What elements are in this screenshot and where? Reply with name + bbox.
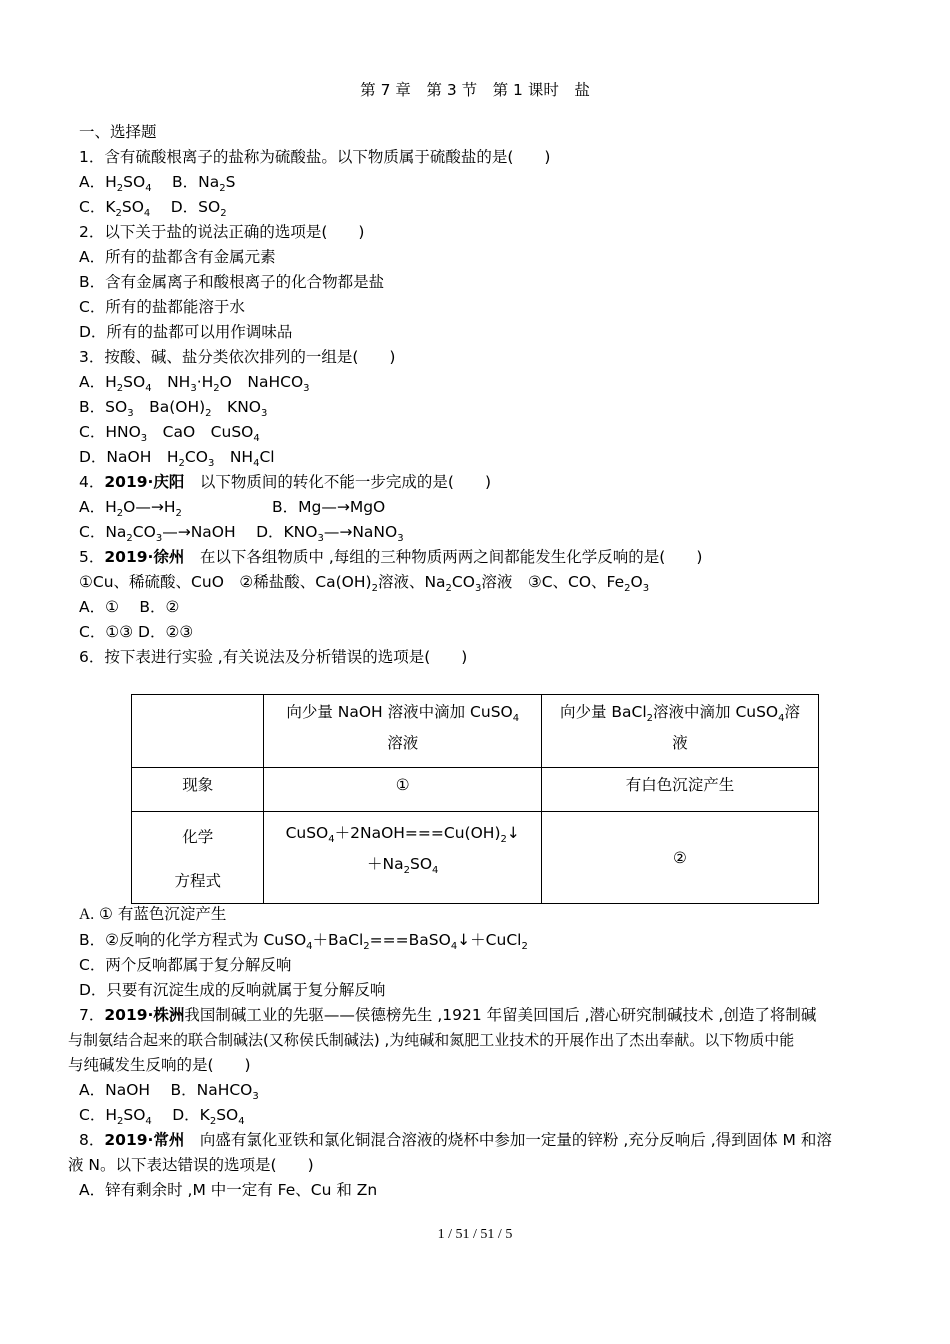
q8-option-a: A．锌有剩余时 ,M 中一定有 Fe、Cu 和 Zn: [79, 1181, 378, 1199]
q7-options-cd: C．$H_2SO_4$ D．$K_2SO_4$: [79, 1106, 245, 1127]
q3-option-d: D．NaOH $H_2CO_3$ $NH_4Cl$: [79, 448, 275, 469]
table-row-phenomenon-label: 现象: [132, 768, 264, 812]
q4-stem: 4．2019·庆阳 以下物质间的转化不能一步完成的是( ): [79, 473, 492, 491]
section-heading: 一、选择题: [79, 123, 157, 141]
table-cell-phenomenon-2: 有白色沉淀产生: [541, 768, 818, 812]
q6-option-b: B．②反响的化学方程式为 CuSO$_4$＋BaCl$_2$===BaSO$_4$↓＋CuCl$_2$: [79, 931, 528, 952]
q3-option-a: A．$H_2SO_4$ $NH_3\cdot H_2O$ NaHCO$_3$: [79, 373, 310, 394]
q5-options-cd: C．①③ D．②③: [79, 623, 194, 641]
table-header-bacl2: 向少量 BaCl$_2$溶液中滴加 CuSO$_4$溶 液: [541, 695, 818, 768]
experiment-table: [131, 694, 819, 904]
table-header-naoh: 向少量 NaOH 溶液中滴加 CuSO$_4$ 溶液: [264, 695, 542, 768]
q3-option-b: B．$SO_3$ $Ba(OH)_2$ $KNO_3$: [79, 398, 268, 419]
q4-option-b: B．Mg—→MgO: [272, 498, 386, 516]
q7-stem-line3: 与纯碱发生反响的是( ): [68, 1056, 251, 1074]
q6-stem: 6．按下表进行实验 ,有关说法及分析错误的选项是( ): [79, 648, 468, 666]
page-title: 第 7 章 第 3 节 第 1 课时 盐: [360, 81, 590, 99]
q6-option-c: C．两个反响都属于复分解反响: [79, 956, 292, 974]
q2-option-d: D．所有的盐都可以用作调味品: [79, 323, 293, 341]
q2-option-a: A．所有的盐都含有金属元素: [79, 248, 276, 266]
q4-options-ab: A．$H_2O—\to H_2$: [79, 498, 182, 519]
table-cell-phenomenon-1: ①: [264, 768, 542, 812]
q5-groups: ①Cu、稀硫酸、CuO ②稀盐酸、$Ca(OH)_2$溶液、$Na_2CO_3$溶液 ③C、CO、$Fe_2O_3$: [79, 573, 650, 594]
q8-stem-line2: 液 N。以下表达错误的选项是( ): [68, 1156, 314, 1174]
q7-stem-line1: 7．2019·株洲我国制碱工业的先驱——侯德榜先生 ,1921 年留美回国后 ,潜心研究制碱技术 ,创造了将制碱: [79, 1006, 817, 1024]
table-cell-equation-1: $CuSO_4+2NaOH===Cu(OH)_2↓$ $+Na_2SO_4$: [264, 812, 542, 904]
q5-options-ab: A．① B．②: [79, 598, 180, 616]
q2-option-b: B．含有金属离子和酸根离子的化合物都是盐: [79, 273, 385, 291]
q8-stem-line1: 8．2019·常州 向盛有氯化亚铁和氯化铜混合溶液的烧杯中参加一定量的锌粉 ,充分反响后 ,得到固体 M 和溶: [79, 1131, 832, 1149]
q2-option-c: C．所有的盐都能溶于水: [79, 298, 245, 316]
q6-option-a: A. ① 有蓝色沉淀产生: [79, 905, 227, 923]
q6-option-d: D．只要有沉淀生成的反响就属于复分解反响: [79, 981, 386, 999]
q3-option-c: C．$HNO_3$ CaO CuSO$_4$: [79, 423, 260, 444]
table-cell-equation-2: ②: [541, 812, 818, 904]
q3-stem: 3．按酸、碱、盐分类依次排列的一组是( ): [79, 348, 396, 366]
q4-options-cd: C．$Na_2CO_3—\to NaOH$ D．$KNO_3—\to NaNO_3$: [79, 523, 404, 544]
q7-options-ab: A．NaOH B．NaHCO$_3$: [79, 1081, 259, 1102]
q1-options-ab: A．$H_2SO_4$ B．$Na_2S$: [79, 173, 236, 194]
q5-stem: 5．2019·徐州 在以下各组物质中 ,每组的三种物质两两之间都能发生化学反响的是( ): [79, 548, 703, 566]
page-number: 1 / 51 / 51 / 5: [437, 1227, 513, 1242]
q1-stem: 1．含有硫酸根离子的盐称为硫酸盐。以下物质属于硫酸盐的是( ): [79, 148, 551, 166]
table-row-equation-label: 化学 方程式: [132, 812, 264, 904]
table-header-empty: [132, 695, 264, 768]
q7-stem-line2: 与制氨结合起来的联合制碱法(又称侯氏制碱法) ,为纯碱和氮肥工业技术的开展作出了杰出奉献。以下物质中能: [68, 1031, 795, 1049]
q1-options-cd: C．$K_2SO_4$ D．$SO_2$: [79, 198, 227, 219]
q2-stem: 2．以下关于盐的说法正确的选项是( ): [79, 223, 365, 241]
